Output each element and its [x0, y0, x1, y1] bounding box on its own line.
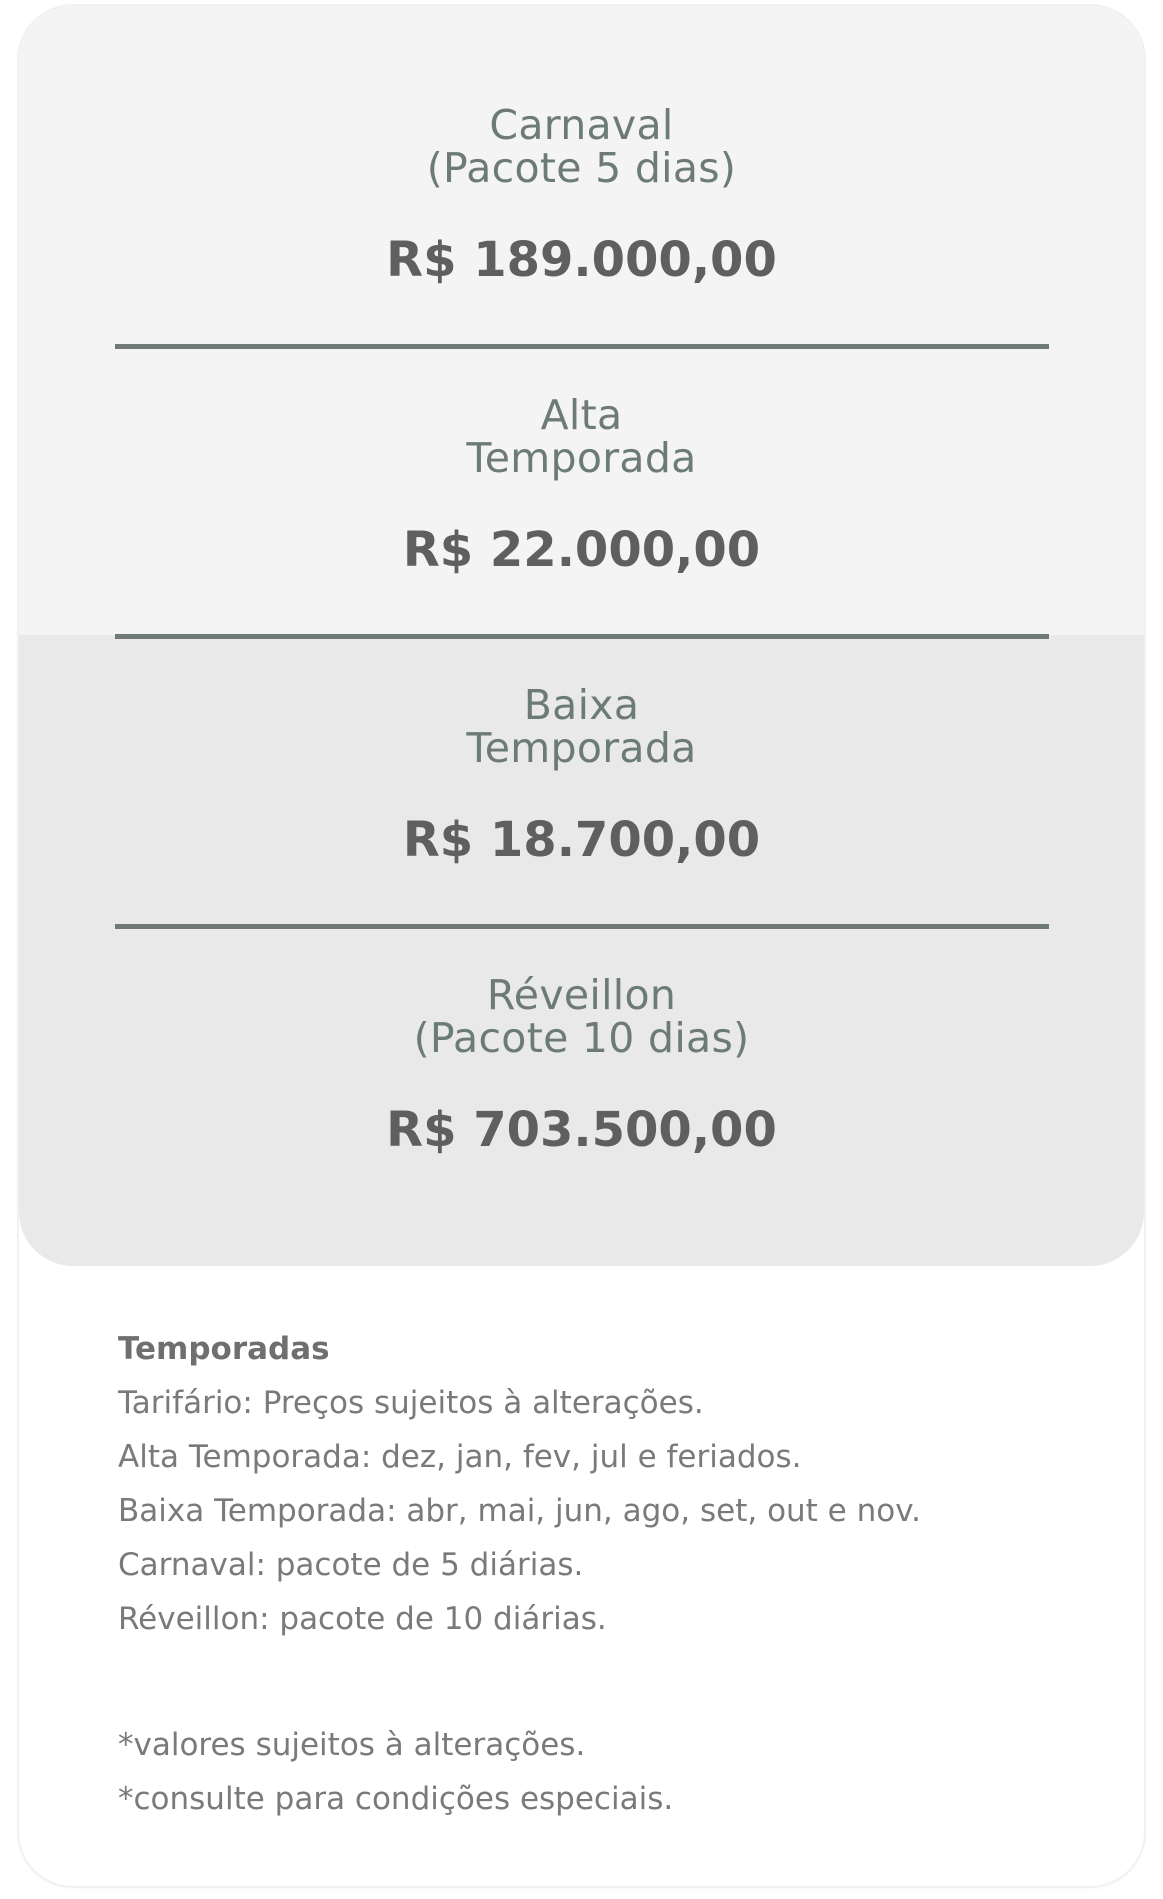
- season-title-line1: Carnaval: [489, 101, 674, 149]
- season-title: [19, 681, 1144, 772]
- footnote: *valores sujeitos à alterações.: [118, 1727, 586, 1763]
- notes-line: Tarifário: Preços sujeitos à alterações.: [118, 1385, 704, 1421]
- footnote: *consulte para condições especiais.: [118, 1781, 674, 1817]
- divider: [115, 924, 1049, 929]
- season-title-line1: Baixa: [523, 681, 640, 729]
- season-title: [19, 101, 1144, 192]
- divider: [115, 344, 1049, 349]
- season-notes: [118, 1322, 1098, 1826]
- notes-line: Alta Temporada: dez, jan, fev, jul e feriados.: [118, 1439, 802, 1475]
- season-alta-temporada: [19, 391, 1144, 578]
- season-baixa-temporada: [19, 681, 1144, 868]
- season-reveillon: [19, 971, 1144, 1158]
- season-title-line1: Alta: [540, 391, 623, 439]
- season-title: [19, 971, 1144, 1062]
- notes-line: Réveillon: pacote de 10 diárias.: [118, 1601, 607, 1637]
- season-price: R$ 22.000,00: [402, 522, 761, 578]
- season-price: R$ 189.000,00: [386, 232, 777, 288]
- season-title-line2: (Pacote 5 dias): [426, 144, 737, 192]
- divider: [115, 634, 1049, 639]
- notes-line: Baixa Temporada: abr, mai, jun, ago, set, out e nov.: [118, 1493, 922, 1529]
- price-table: [19, 6, 1144, 1266]
- season-title: [19, 391, 1144, 482]
- notes-line: Carnaval: pacote de 5 diárias.: [118, 1547, 584, 1583]
- notes-heading: Temporadas: [118, 1331, 330, 1367]
- season-carnaval: [19, 101, 1144, 288]
- season-price: R$ 703.500,00: [386, 1102, 777, 1158]
- season-title-line2: (Pacote 10 dias): [413, 1014, 750, 1062]
- season-title-line2: Temporada: [466, 724, 697, 772]
- season-title-line2: Temporada: [466, 434, 697, 482]
- season-title-line1: Réveillon: [486, 971, 677, 1019]
- season-price: R$ 18.700,00: [402, 812, 761, 868]
- notes-spacer: [118, 1646, 1098, 1718]
- pricing-card: [19, 6, 1144, 1886]
